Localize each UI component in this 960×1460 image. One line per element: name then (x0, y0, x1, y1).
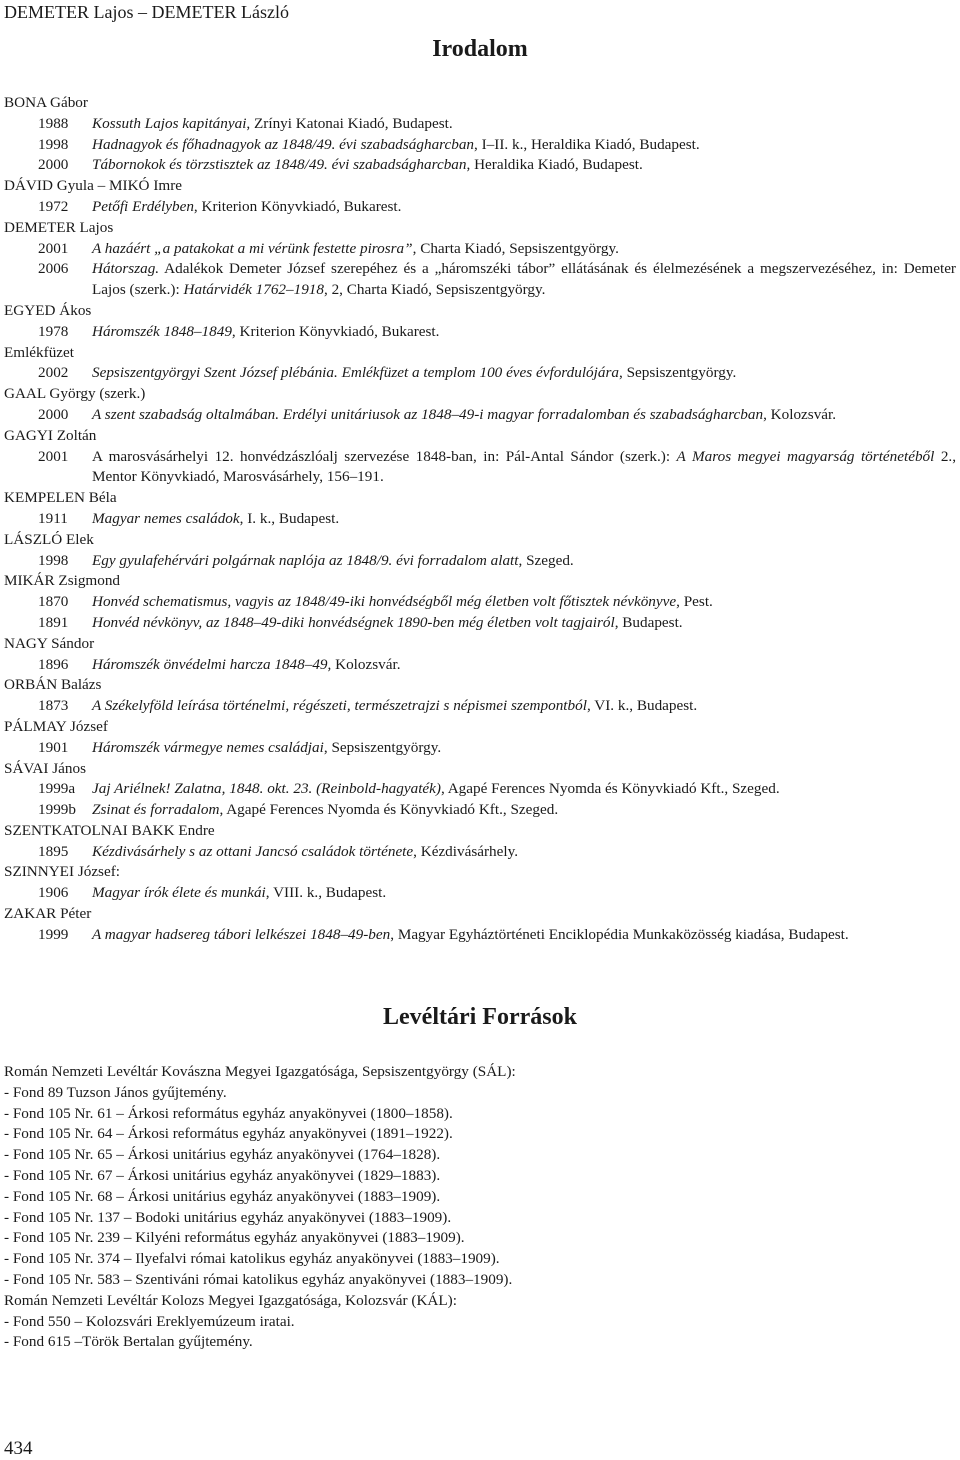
bib-entry (4, 176, 956, 218)
bib-author: ZAKAR Péter (4, 905, 92, 923)
bib-work (4, 322, 956, 343)
bib-text-segment: , Szeged. (518, 551, 574, 569)
bib-citation (92, 738, 956, 759)
bib-work (4, 363, 956, 384)
bib-citation (92, 155, 956, 176)
bib-work (4, 613, 956, 634)
bib-citation (92, 842, 956, 863)
bib-author: GAAL György (szerk.) (4, 385, 146, 403)
bib-author: PÁLMAY József (4, 717, 108, 735)
bib-text-segment: , Kriterion Könyvkiadó, Bukarest. (231, 322, 440, 340)
bib-text-segment: , Heraldika Kiadó, Budapest. (466, 156, 643, 174)
bib-author: SZENTKATOLNAI BAKK Endre (4, 821, 215, 839)
bib-author: GAGYI Zoltán (4, 426, 97, 444)
bib-year: 2006 (38, 260, 69, 278)
bib-entry (4, 93, 956, 176)
archive-fond-item: - Fond 105 Nr. 61 – Árkosi református egyház anyakönyvei (1800–1858). (4, 1104, 453, 1122)
bib-year: 1911 (38, 509, 68, 527)
bib-citation (92, 239, 956, 260)
bib-work (4, 696, 956, 717)
bib-work (4, 197, 956, 218)
bib-year: 2002 (38, 364, 69, 382)
bib-work (4, 592, 956, 613)
bib-citation (92, 197, 956, 218)
bib-text-segment: , Charta Kiadó, Sepsiszentgyörgy. (412, 239, 619, 257)
bib-text-segment: , Agapé Ferences Nyomda és Könyvkiadó Kft., Szeged. (440, 780, 780, 798)
bib-author: SÁVAI János (4, 759, 86, 777)
bib-title-segment: Sepsiszentgyörgyi Szent József plébánia. Emlékfüzet a templom 100 éves évfordulójára (92, 364, 619, 382)
archive-fond-item: - Fond 105 Nr. 64 – Árkosi református egyház anyakönyvei (1891–1922). (4, 1125, 453, 1143)
bib-entry (4, 904, 956, 946)
archive-fond-item: - Fond 550 – Kolozsvári Ereklyemúzeum iratai. (4, 1312, 295, 1330)
bib-entry (4, 384, 956, 426)
bib-title-segment: Tábornokok és törzstisztek az 1848/49. évi szabadságharcban (92, 156, 467, 174)
bib-text-segment: , Kriterion Könyvkiadó, Bukarest. (193, 197, 402, 215)
archive-fond-item: - Fond 105 Nr. 137 – Bodoki unitárius egyház anyakönyvei (1883–1909). (4, 1208, 452, 1226)
bib-citation (92, 925, 956, 946)
bib-citation (92, 779, 956, 800)
bib-author: ORBÁN Balázs (4, 676, 102, 694)
bib-title-segment: Honvéd schematismus, vagyis az 1848/49-iki honvédségből még életben volt főtisztek névkönyve (92, 593, 677, 611)
bib-title-segment: Jaj Ariélnek! Zalatna, 1848. okt. 23. (Reinbold-hagyaték) (92, 780, 441, 798)
bib-citation (92, 322, 956, 343)
bib-text-segment: , Kézdivásárhely. (413, 842, 518, 860)
bib-work (4, 842, 956, 863)
bib-title-segment: Hadnagyok és főhadnagyok az 1848/49. évi szabadságharcban (92, 135, 475, 153)
bib-text-segment: 2., Mentor Könyvkiadó, Marosvásárhely, 156–191. (92, 447, 957, 486)
bib-author: NAGY Sándor (4, 634, 95, 652)
bib-author: KEMPELEN Béla (4, 489, 117, 507)
bib-citation (92, 800, 956, 821)
bib-work (4, 551, 956, 572)
bib-title-segment: A szent szabadság oltalmában. Erdélyi unitáriusok az 1848–49-i magyar forradalomban és szabadságharcban (92, 405, 764, 423)
bib-work (4, 114, 956, 135)
bib-text-segment: , Pest. (676, 593, 713, 611)
bib-text-segment: , I. k., Budapest. (239, 509, 340, 527)
bib-year: 1891 (38, 613, 69, 631)
bib-year: 2001 (38, 447, 69, 465)
bib-text-segment: , Budapest. (614, 613, 683, 631)
bib-text-segment: , Sepsiszentgyörgy. (323, 738, 442, 756)
bib-text-segment: Kolozsvár. (331, 655, 401, 673)
bib-author: EGYED Ákos (4, 301, 92, 319)
archive-fond-item: - Fond 105 Nr. 68 – Árkosi unitárius egyház anyakönyvei (1883–1909). (4, 1187, 441, 1205)
bib-text-segment: , 2, Charta Kiadó, Sepsiszentgyörgy. (323, 281, 546, 299)
bib-citation (92, 405, 956, 426)
bib-entry (4, 571, 956, 633)
archive-fond-item: - Fond 105 Nr. 583 – Szentiváni római katolikus egyház anyakönyvei (1883–1909). (4, 1270, 513, 1288)
bib-title-segment: Petőfi Erdélyben (92, 197, 194, 215)
bib-author: BONA Gábor (4, 94, 88, 111)
bib-year: 1895 (38, 842, 69, 860)
bib-text-segment: Adalékok Demeter József szerepéhez és a „háromszéki tábor” ellátásának és élelmezésének a megszervezéséhez, in: Demeter Lajos (szerk.): (92, 260, 956, 299)
bib-title-segment: Magyar írók élete és munkái (92, 884, 266, 902)
bib-work (4, 509, 956, 530)
bib-title-segment: A hazáért „a patakokat a mi vérünk festette pirosra” (92, 239, 413, 257)
bib-title-segment: Kézdivásárhely s az ottani Jancsó családok története (92, 842, 414, 860)
bib-title-segment: Háromszék vármegye nemes családjai (92, 738, 324, 756)
bib-citation (92, 696, 956, 717)
bib-title-segment: A Székelyföld leírása történelmi, régészeti, természetrajzi s népismei szempontból (92, 697, 587, 715)
bib-author: MIKÁR Zsigmond (4, 572, 121, 590)
bib-entry (4, 530, 956, 572)
bib-work (4, 405, 956, 426)
bib-year: 1999a (38, 780, 76, 798)
bib-title-segment: Háromszék 1848–1849 (92, 322, 232, 340)
bib-citation (92, 551, 956, 572)
bib-work (4, 779, 956, 800)
bib-title-segment: Egy gyulafehérvári polgárnak naplója az 1848/9. évi forradalom alatt (92, 551, 519, 569)
archive-sources-list (4, 1062, 956, 1353)
bib-year: 1901 (38, 738, 69, 756)
bib-title-segment: Zsinat és forradalom (92, 801, 220, 819)
bib-text-segment: , Agapé Ferences Nyomda és Könyvkiadó Kft., Szeged. (219, 801, 559, 819)
bib-citation (92, 883, 956, 904)
bib-entry (4, 759, 956, 821)
bib-year: 1873 (38, 697, 69, 715)
archive-fond-item: - Fond 105 Nr. 67 – Árkosi unitárius egyház anyakönyvei (1829–1883). (4, 1166, 441, 1184)
bib-text-segment: , VIII. k., Budapest. (265, 884, 387, 902)
page-number: 434 (4, 1438, 33, 1459)
bib-year: 1999 (38, 925, 69, 943)
bib-text-segment: , Kolozsvár. (763, 405, 837, 423)
bib-author: DEMETER Lajos (4, 218, 114, 236)
bib-entry (4, 675, 956, 717)
archive-fond-item: - Fond 105 Nr. 65 – Árkosi unitárius egyház anyakönyvei (1764–1828). (4, 1146, 441, 1164)
bib-text-segment: , Sepsiszentgyörgy. (618, 364, 737, 382)
bib-citation (92, 655, 956, 676)
bib-title-segment: A magyar hadsereg tábori lelkészei 1848–49-ben (92, 925, 391, 943)
bib-citation (92, 592, 956, 613)
bib-citation (92, 135, 956, 156)
bib-work (4, 655, 956, 676)
bib-year: 1972 (38, 197, 69, 215)
bib-entry (4, 343, 956, 385)
archive-fond-item: - Fond 89 Tuzson János gyűjtemény. (4, 1083, 227, 1101)
bib-text-segment: A marosvásárhelyi 12. honvédzászlóalj szervezése 1848-ban, in: Pál-Antal Sándor (szerk.): (92, 447, 677, 465)
bib-citation (92, 114, 956, 135)
bib-author: DÁVID Gyula – MIKÓ Imre (4, 177, 182, 195)
bib-year: 2000 (38, 405, 69, 423)
archive-fond-item: - Fond 105 Nr. 239 – Kilyéni református egyház anyakönyvei (1883–1909). (4, 1229, 465, 1247)
bib-citation (92, 613, 956, 634)
bib-citation (92, 363, 956, 384)
bib-title-segment: Kossuth Lajos kapitányai (92, 114, 247, 132)
bib-citation (92, 509, 956, 530)
bib-year: 2000 (38, 156, 69, 174)
archive-fond-item: - Fond 105 Nr. 374 – Ilyefalvi római katolikus egyház anyakönyvei (1883–1909). (4, 1250, 500, 1268)
bib-text-segment: , Magyar Egyháztörténeti Enciklopédia Munkaközösség kiadása, Budapest. (390, 925, 849, 943)
bib-author: Emlékfüzet (4, 343, 74, 361)
section-title-leveltari-forrasok: Levéltári Források (383, 1004, 577, 1030)
bib-title-segment: A Maros megyei magyarság történetéből (676, 447, 935, 465)
bib-text-segment: , I–II. k., Heraldika Kiadó, Budapest. (474, 135, 700, 153)
bib-year: 1998 (38, 135, 69, 153)
bib-work (4, 925, 956, 946)
bib-title-segment: Hátorszag. (92, 260, 160, 278)
bib-year: 1999b (38, 801, 76, 819)
bib-work (4, 738, 956, 759)
bib-work (4, 135, 956, 156)
running-header: DEMETER Lajos – DEMETER László (4, 2, 289, 22)
bib-year: 1896 (38, 655, 69, 673)
bib-title-segment: Határvidék 1762–1918 (183, 281, 324, 299)
archive-fond-item: - Fond 615 –Török Bertalan gyűjtemény. (4, 1333, 253, 1351)
bib-year: 1988 (38, 114, 69, 132)
bib-entry (4, 717, 956, 759)
bib-work (4, 883, 956, 904)
bib-title-segment: Honvéd névkönyv, az 1848–49-diki honvédségnek 1890-ben még életben volt tagjairól (92, 613, 615, 631)
archive-institution: Román Nemzeti Levéltár Kovászna Megyei Igazgatósága, Sepsiszentgyörgy (SÁL): (4, 1063, 516, 1080)
bib-work (4, 447, 956, 489)
archive-institution: Román Nemzeti Levéltár Kolozs Megyei Igazgatósága, Kolozsvár (KÁL): (4, 1291, 457, 1309)
bib-author: LÁSZLÓ Elek (4, 530, 94, 548)
bib-entry (4, 862, 956, 904)
bib-citation (92, 259, 956, 301)
bib-entry (4, 301, 956, 343)
bib-text-segment: , VI. k., Budapest. (586, 697, 698, 715)
bib-title-segment: Háromszék önvédelmi harcza 1848–49, (92, 655, 332, 673)
bib-author: SZINNYEI József: (4, 863, 120, 881)
bib-year: 1978 (38, 322, 69, 340)
bib-entry (4, 218, 956, 301)
bib-entry (4, 488, 956, 530)
bib-citation (92, 447, 956, 489)
bib-title-segment: Magyar nemes családok (92, 509, 240, 527)
bibliography-list (4, 93, 956, 946)
section-title-irodalom: Irodalom (432, 36, 528, 62)
bib-year: 1870 (38, 593, 69, 611)
bib-text-segment: , Zrínyi Katonai Kiadó, Budapest. (246, 114, 453, 132)
bib-entry (4, 426, 956, 488)
bib-work (4, 155, 956, 176)
bib-entry (4, 634, 956, 676)
bib-work (4, 800, 956, 821)
bib-work (4, 259, 956, 301)
bib-year: 1998 (38, 551, 69, 569)
bib-work (4, 239, 956, 260)
bib-entry (4, 821, 956, 863)
bib-year: 1906 (38, 884, 69, 902)
bib-year: 2001 (38, 239, 69, 257)
